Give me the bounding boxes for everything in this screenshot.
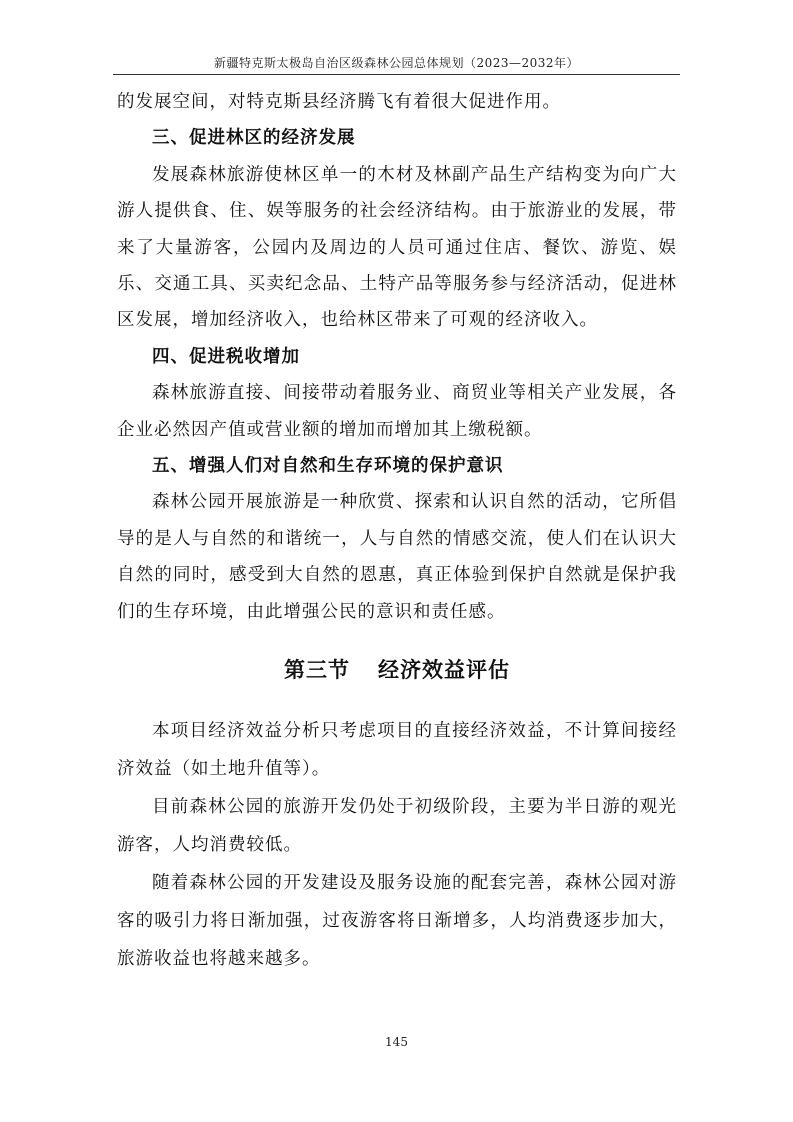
subheading-4: 四、促进税收增加	[152, 346, 300, 367]
paragraph-intro-tail: 的发展空间，对特克斯县经济腾飞有着很大促进作用。	[117, 92, 561, 112]
header-rule	[113, 74, 680, 75]
section-paragraph-1: 本项目经济效益分析只考虑项目的直接经济效益，不计算间接经济效益（如土地升值等）。	[117, 721, 677, 780]
paragraph-3: 发展森林旅游使林区单一的木材及林副产品生产结构变为向广大游人提供食、住、娱等服务的社会经济结构。由于旅游业的发展，带来了大量游客，公园内及周边的人员可通过住店、餐饮、游览、娱乐、交通工具、买卖纪念品、土特产品等服务参与经济活动，促进林区发展，增加经济收入，也给林区带来了可观的经济收入。	[117, 164, 677, 331]
page-number: 145	[385, 1035, 408, 1049]
section-title-text: 经济效益评估	[378, 658, 510, 683]
document-body	[117, 84, 677, 978]
subheading-3: 三、促进林区的经济发展	[152, 128, 356, 149]
section-paragraph-3: 随着森林公园的开发建设及服务设施的配套完善，森林公园对游客的吸引力将日渐加强，过夜游客将日渐增多，人均消费逐步加大，旅游收益也将越来越多。	[117, 873, 677, 970]
page-header: 新疆特克斯太极岛自治区级森林公园总体规划（2023—2032年）	[213, 56, 580, 70]
paragraph-5: 森林公园开展旅游是一种欣赏、探索和认识自然的活动，它所倡导的是人与自然的和谐统一，人与自然的情感交流，使人们在认识大自然的同时，感受到大自然的恩惠，真正体验到保护自然就是保护我们的生存环境，由此增强公民的意识和责任感。	[117, 492, 677, 622]
section-title	[117, 652, 677, 688]
paragraph-4: 森林旅游直接、间接带动着服务业、商贸业等相关产业发展，各企业必然因产值或营业额的增加而增加其上缴税额。	[117, 383, 677, 440]
section-number: 第三节	[284, 658, 350, 683]
section-paragraph-2: 目前森林公园的旅游开发仍处于初级阶段，主要为半日游的观光游客，人均消费较低。	[117, 797, 677, 856]
subheading-5: 五、增强人们对自然和生存环境的保护意识	[152, 456, 504, 477]
